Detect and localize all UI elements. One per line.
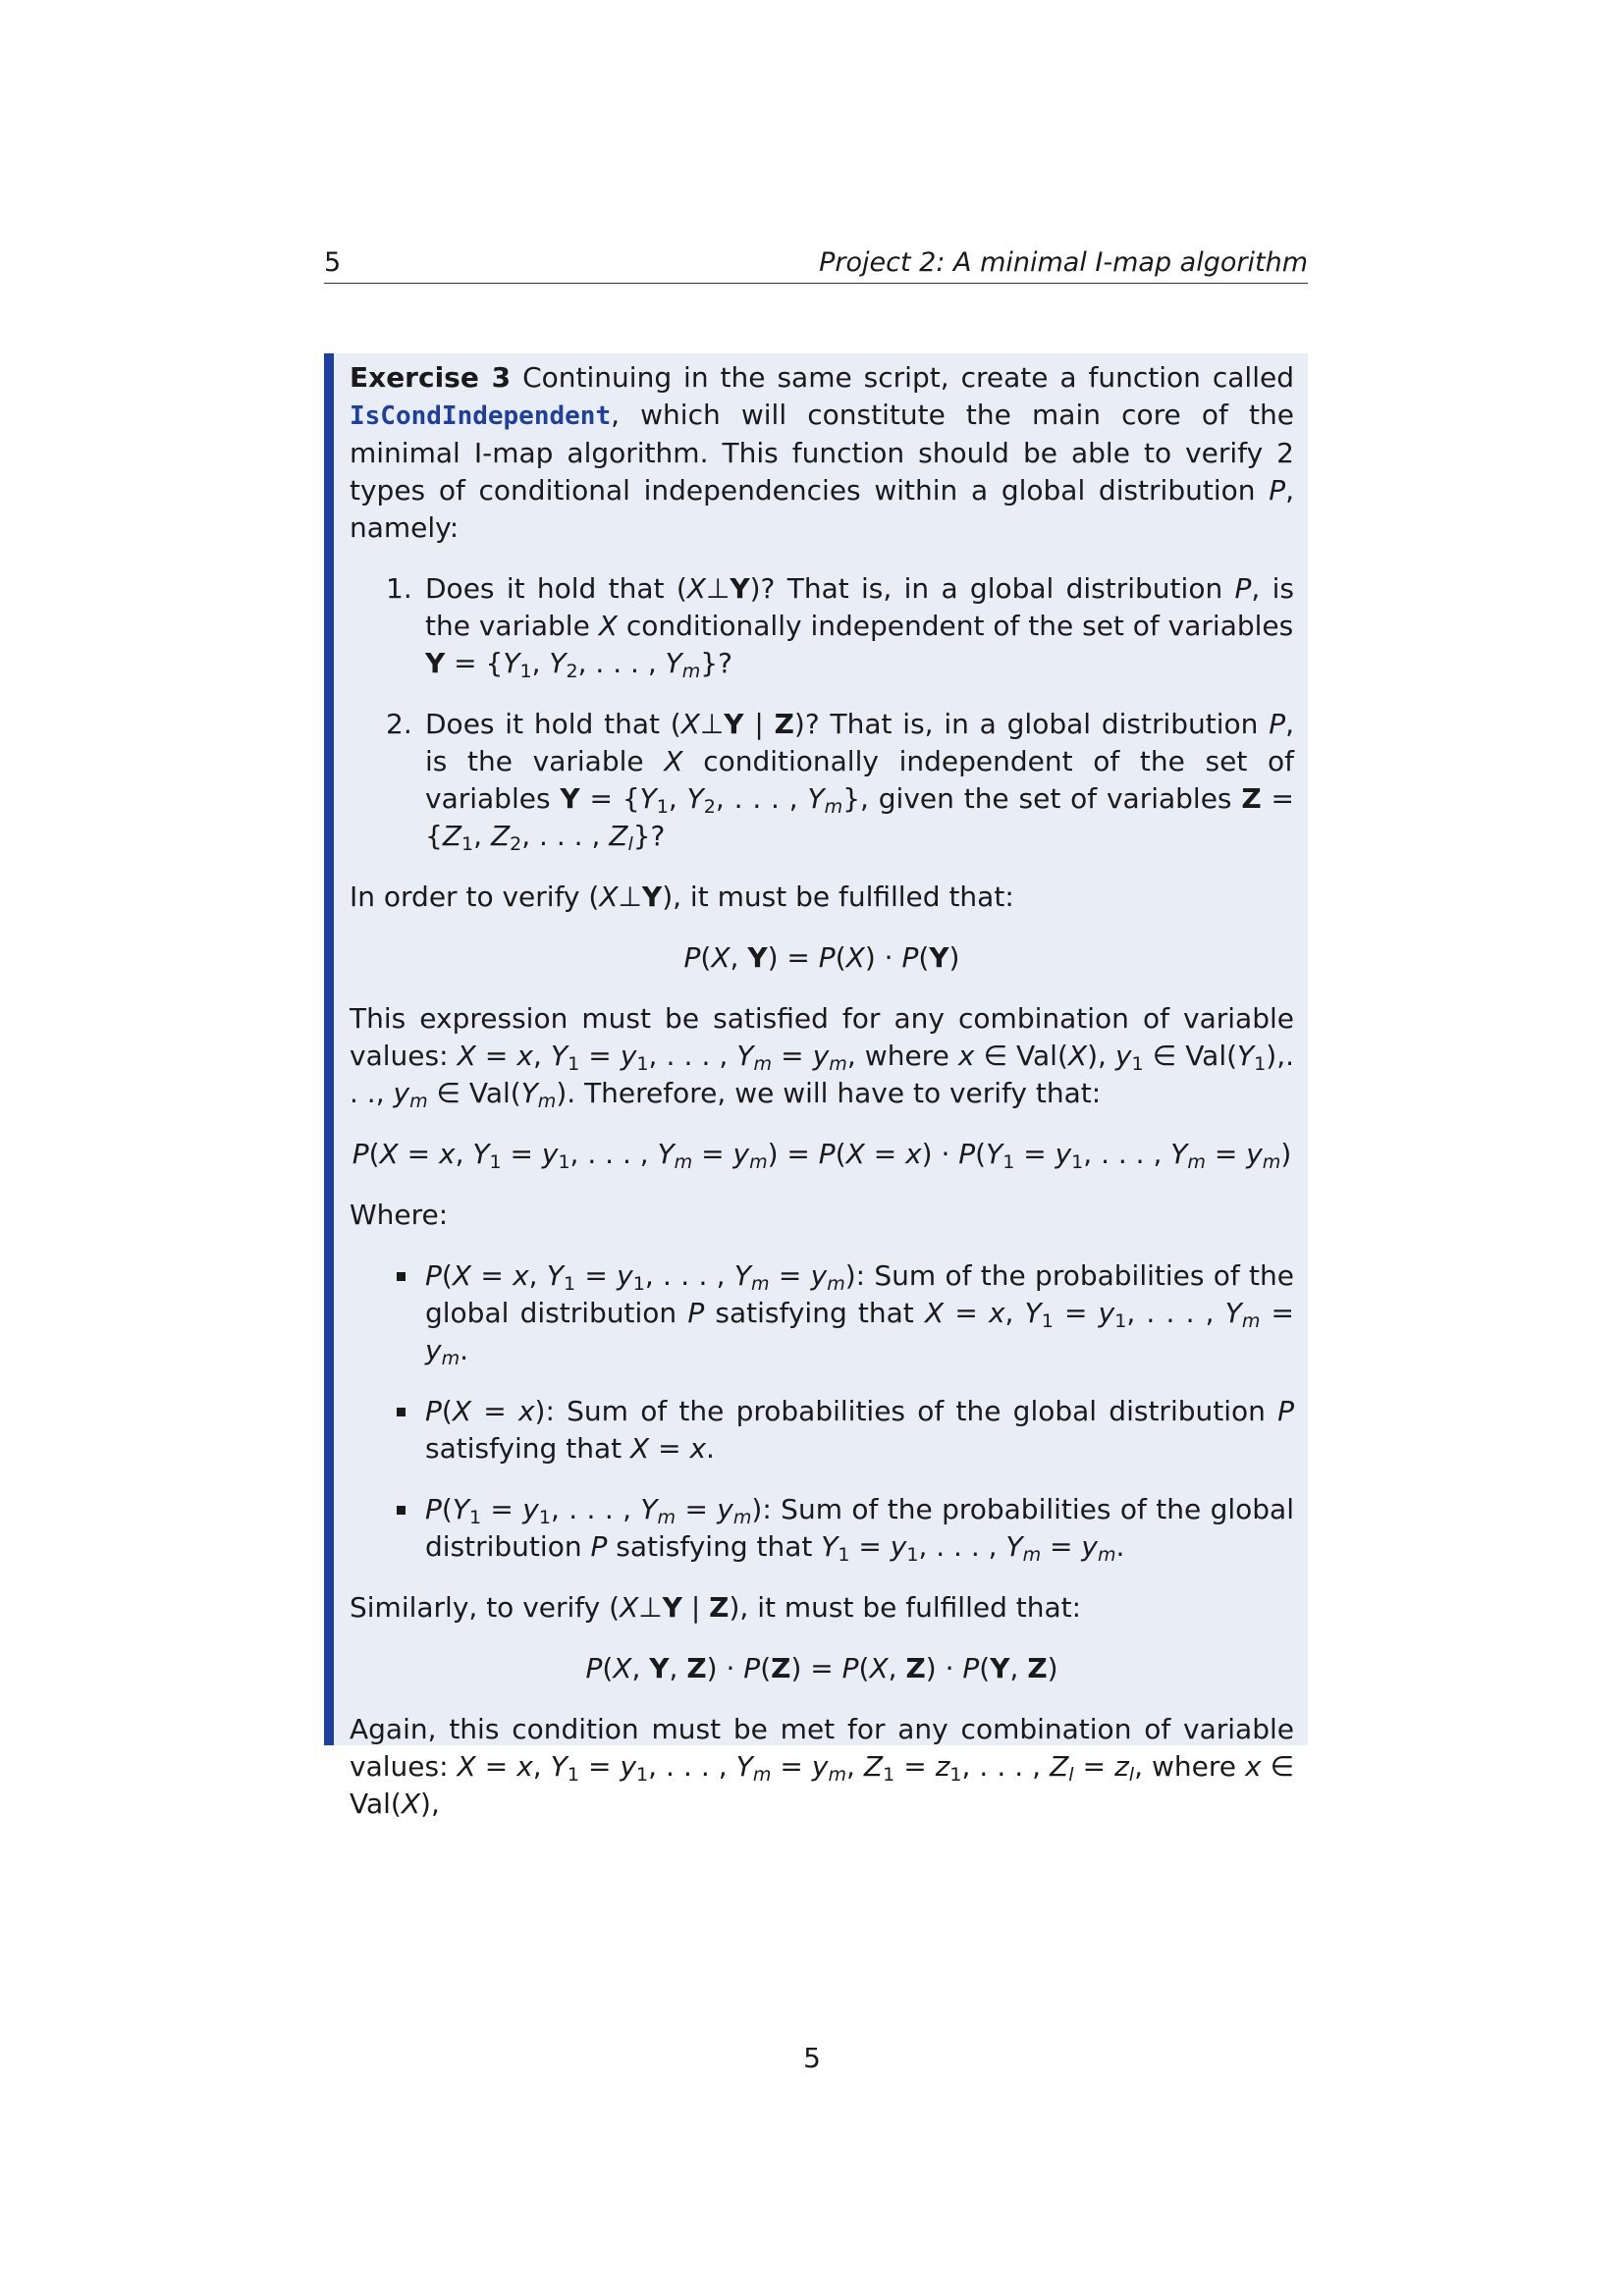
- again-text: Again, this condition must be met for any combination of variable values: X = x, $Y_1 = y_1$, . . . , $Y_m = y_m$, $Z_1 = z_1$, . . . , $Z_l = z_l$, where x ∈ Val(X),: [350, 1713, 1294, 1820]
- exercise-box: [324, 353, 1308, 1820]
- exercise-label: Exercise 3: [350, 361, 512, 394]
- equation-3: P(X, Y, Z) · P(Z) = P(X, Z) · P(Y, Z): [585, 1652, 1058, 1684]
- expression-1-text: This expression must be satisfied for any combination of variable values: X = x, $Y_1 = y_1$, . . . , $Y_m = y_m$, where x ∈ Val(X), $y_1$ ∈ $Val(Y_1)$,. . ., $y_m$ ∈ $Val(Y_m)$. Therefore, we will have to verify that:: [350, 1002, 1294, 1112]
- header-page-number: 5: [324, 247, 342, 278]
- function-name: IsCondIndependent: [350, 401, 612, 431]
- where-label: Where:: [350, 1199, 449, 1231]
- running-header: [324, 243, 1308, 284]
- verify-1-text: In order to verify (X⊥Y), it must be fulfilled that:: [350, 881, 1014, 913]
- bullet-marker: [397, 1272, 406, 1281]
- exercise-intro: Exercise 3 Continuing in the same script, create a function called IsCondIndependent, which will constitute the main core of the minimal I-map algorithm. This function should be able to verify 2 types of conditional independencies within a global distribution P, namely:: [350, 361, 1294, 544]
- bullet-item-2: P(X = x): Sum of the probabilities of the global distribution P satisfying that X = x.: [350, 1393, 1294, 1468]
- bullet-marker: [397, 1408, 406, 1416]
- bullet-item-3: $P(Y_1 = y_1$, . . . , $Y_m = y_m$): Sum of the probabilities of the global distribution P satisfying that $Y_1 = y_1$, . . . , $Y_m = y_m$.: [350, 1491, 1294, 1566]
- list-item-2: 2. Does it hold that (X⊥Y | Z)? That is, in a global distribution P, is the variable X conditionally independent of the set of variables $Y = \{Y_1$, $Y_2$, . . . , $Y_m$}, given the set of variables $Z = \{Z_1$, $Z_2$, . . . , $Z_l$}?: [386, 708, 1295, 855]
- bullet-item-1: P(X = x, $Y_1 = y_1$, . . . , $Y_m = y_m$): Sum of the probabilities of the global distribution P satisfying that X = x, $Y_1 = y_1$, . . . , $Y_m = y_m$.: [350, 1257, 1294, 1369]
- footer-page-number: 5: [803, 2042, 821, 2074]
- header-running-title: Project 2: A minimal I-map algorithm: [819, 247, 1308, 278]
- bullet-marker: [397, 1506, 406, 1515]
- verify-2-text: Similarly, to verify (X⊥Y | Z), it must be fulfilled that:: [350, 1591, 1082, 1624]
- equation-2: P(X = x, $Y_1 = y_1$, . . . , $Y_m = y_m) = P(X = x) \cdot P(Y_1 = y_1$, . . . , $Y_m = y_m$): [352, 1138, 1292, 1173]
- list-item-1: 1. Does it hold that (X⊥Y)? That is, in a global distribution P, is the variable X conditionally independent of the set of variables $Y = \{Y_1$, $Y_2$, . . . , $Y_m$}?: [386, 572, 1295, 682]
- equation-1: P(X, Y) = P(X) · P(Y): [683, 941, 960, 974]
